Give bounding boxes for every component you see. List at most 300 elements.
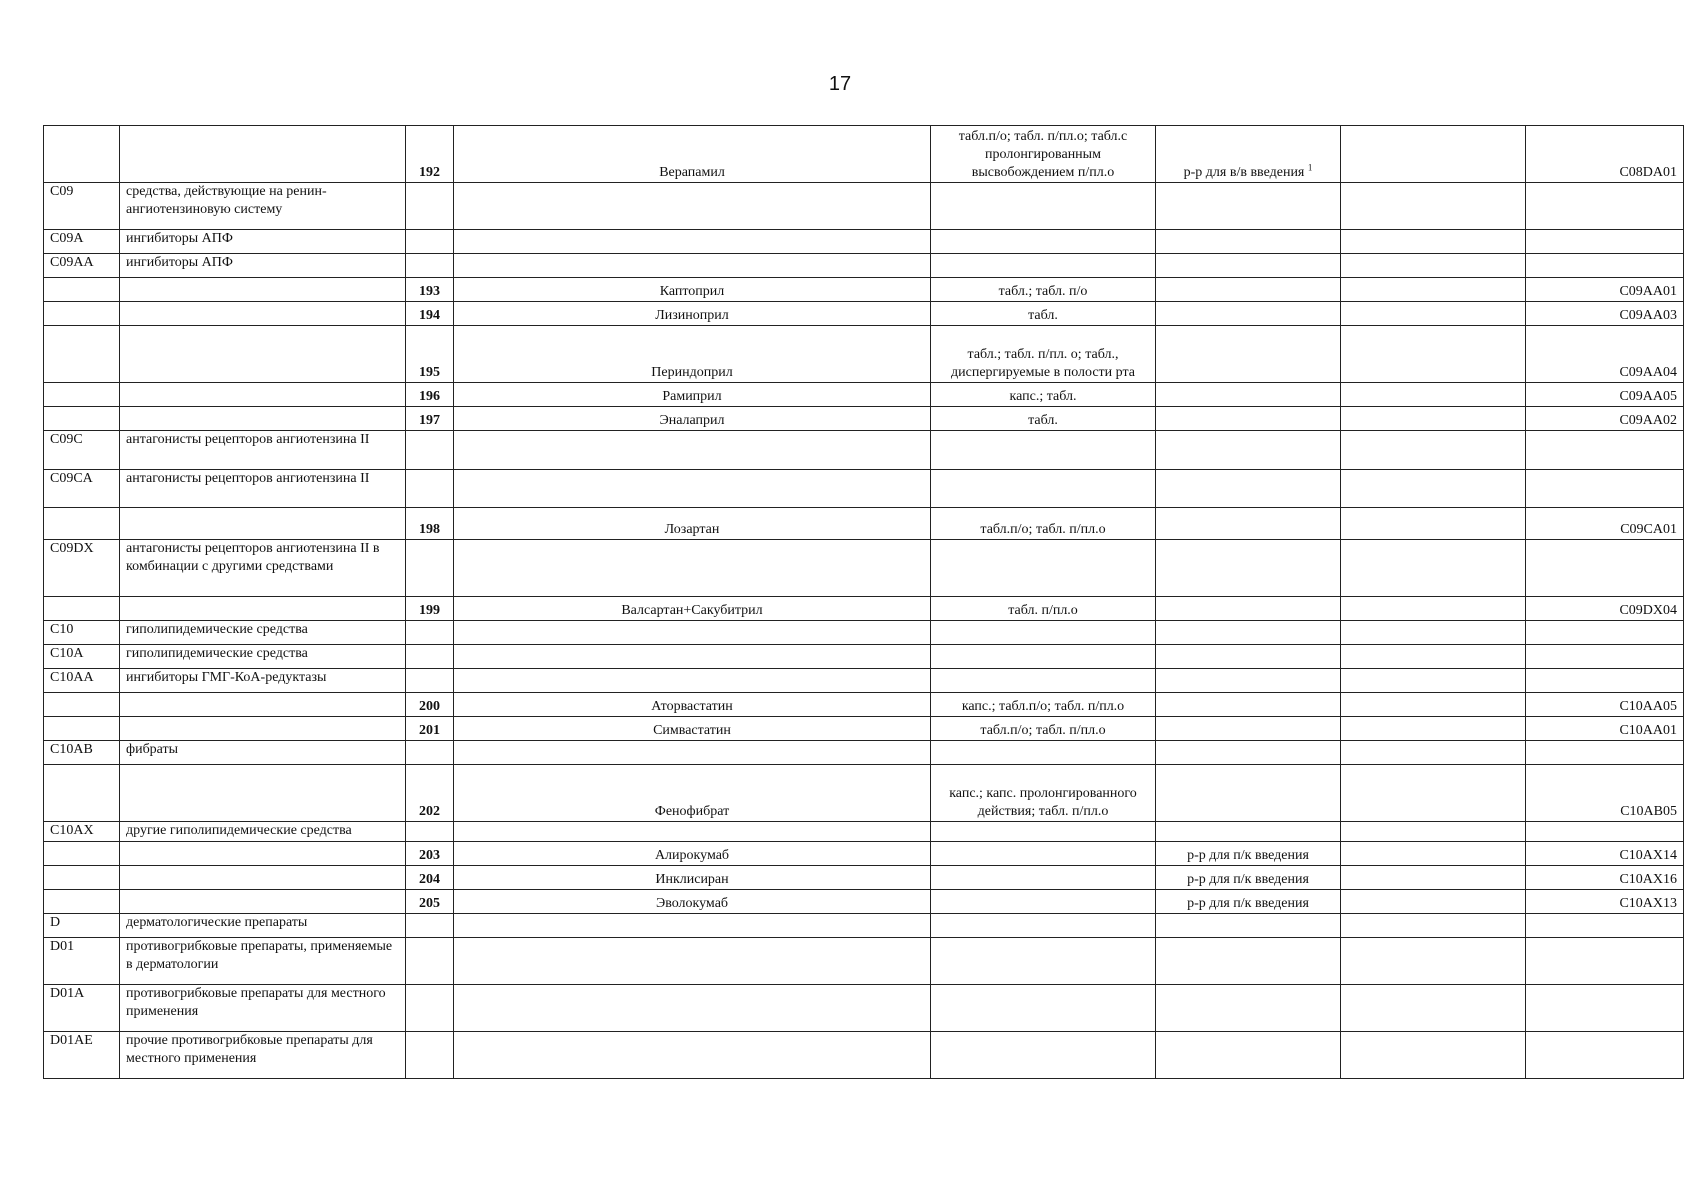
item-number-cell	[406, 597, 454, 621]
item-number-cell	[406, 822, 454, 842]
injection-form-cell	[1156, 985, 1341, 1032]
dosage-form-cell	[931, 254, 1156, 278]
dosage-form-cell	[931, 278, 1156, 302]
table-row	[44, 693, 1684, 717]
drug-code-cell	[1526, 407, 1684, 431]
table-row	[44, 842, 1684, 866]
drug-code-cell	[1526, 302, 1684, 326]
table-row	[44, 741, 1684, 765]
atc-code-text: C10A	[50, 646, 84, 661]
drug-list-table	[43, 125, 1684, 1079]
injection-form-cell	[1156, 890, 1341, 914]
atc-code-cell	[44, 540, 120, 597]
dosage-form-cell	[931, 866, 1156, 890]
dosage-form-cell	[931, 383, 1156, 407]
item-number-text: 196	[419, 389, 440, 404]
table-row	[44, 985, 1684, 1032]
group-name-cell	[120, 302, 406, 326]
item-number-text: 203	[419, 848, 440, 863]
drug-name-text: Рамиприл	[662, 389, 722, 404]
item-number-cell	[406, 693, 454, 717]
atc-code-text: C09AA	[50, 255, 94, 270]
item-number-cell	[406, 985, 454, 1032]
drug-code-text: C09AA03	[1619, 308, 1677, 323]
drug-name-cell	[454, 326, 931, 383]
empty-cell	[1341, 470, 1526, 508]
atc-code-text: C09C	[50, 432, 83, 447]
atc-code-text: D01A	[50, 986, 85, 1001]
drug-code-text: C09DX04	[1619, 603, 1677, 618]
dosage-form-cell	[931, 470, 1156, 508]
atc-code-cell	[44, 822, 120, 842]
drug-name-cell	[454, 765, 931, 822]
dosage-form-cell	[931, 914, 1156, 938]
empty-cell	[1341, 254, 1526, 278]
group-name-cell	[120, 669, 406, 693]
drug-code-cell	[1526, 914, 1684, 938]
drug-code-cell	[1526, 597, 1684, 621]
group-name-cell	[120, 508, 406, 540]
item-number-cell	[406, 126, 454, 183]
empty-cell	[1341, 326, 1526, 383]
dosage-form-cell	[931, 540, 1156, 597]
table-row	[44, 914, 1684, 938]
group-name-cell	[120, 597, 406, 621]
item-number-cell	[406, 669, 454, 693]
item-number-text: 200	[419, 699, 440, 714]
item-number-cell	[406, 254, 454, 278]
atc-code-cell	[44, 230, 120, 254]
dosage-form-cell	[931, 938, 1156, 985]
table-row	[44, 621, 1684, 645]
drug-code-cell	[1526, 985, 1684, 1032]
item-number-cell	[406, 431, 454, 470]
group-name-cell	[120, 765, 406, 822]
table-row	[44, 669, 1684, 693]
dosage-form-cell	[931, 765, 1156, 822]
atc-code-cell	[44, 866, 120, 890]
atc-code-cell	[44, 407, 120, 431]
footnote-marker: 1	[1307, 162, 1313, 173]
atc-code-cell	[44, 717, 120, 741]
table-row	[44, 326, 1684, 383]
dosage-form-text: табл.	[1028, 413, 1058, 428]
item-number-cell	[406, 645, 454, 669]
group-name-text: антагонисты рецепторов ангиотензина II в комбинации с другими средствами	[126, 541, 380, 574]
dosage-form-cell	[931, 183, 1156, 230]
group-name-cell	[120, 645, 406, 669]
dosage-form-cell	[931, 508, 1156, 540]
drug-name-cell	[454, 890, 931, 914]
injection-form-cell	[1156, 669, 1341, 693]
drug-code-text: C09AA05	[1619, 389, 1677, 404]
dosage-form-cell	[931, 407, 1156, 431]
drug-code-text: C10AB05	[1620, 804, 1677, 819]
injection-form-cell	[1156, 621, 1341, 645]
atc-code-text: C10AB	[50, 742, 93, 757]
drug-code-text: C09AA04	[1619, 365, 1677, 380]
group-name-cell	[120, 431, 406, 470]
atc-code-cell	[44, 508, 120, 540]
table-row	[44, 645, 1684, 669]
empty-cell	[1341, 278, 1526, 302]
item-number-cell	[406, 866, 454, 890]
drug-code-text: C08DA01	[1619, 165, 1677, 180]
table-row	[44, 126, 1684, 183]
drug-code-cell	[1526, 326, 1684, 383]
item-number-text: 201	[419, 723, 440, 738]
drug-code-cell	[1526, 938, 1684, 985]
atc-code-cell	[44, 383, 120, 407]
injection-form-cell	[1156, 230, 1341, 254]
group-name-cell	[120, 890, 406, 914]
drug-name-text: Инклисиран	[655, 872, 729, 887]
group-name-text: гиполипидемические средства	[126, 646, 308, 661]
item-number-cell	[406, 765, 454, 822]
atc-code-cell	[44, 1032, 120, 1079]
empty-cell	[1341, 842, 1526, 866]
table-row	[44, 540, 1684, 597]
drug-name-text: Симвастатин	[653, 723, 731, 738]
atc-code-cell	[44, 278, 120, 302]
injection-form-cell	[1156, 693, 1341, 717]
drug-code-cell	[1526, 278, 1684, 302]
drug-code-cell	[1526, 183, 1684, 230]
atc-code-cell	[44, 645, 120, 669]
dosage-form-cell	[931, 842, 1156, 866]
group-name-text: другие гиполипидемические средства	[126, 823, 352, 838]
empty-cell	[1341, 890, 1526, 914]
item-number-cell	[406, 508, 454, 540]
drug-name-cell	[454, 669, 931, 693]
drug-name-cell	[454, 540, 931, 597]
drug-name-cell	[454, 278, 931, 302]
atc-code-cell	[44, 914, 120, 938]
drug-name-cell	[454, 1032, 931, 1079]
item-number-cell	[406, 470, 454, 508]
group-name-cell	[120, 407, 406, 431]
atc-code-text: C09CA	[50, 471, 93, 486]
group-name-cell	[120, 741, 406, 765]
drug-code-cell	[1526, 890, 1684, 914]
table-row	[44, 407, 1684, 431]
item-number-cell	[406, 407, 454, 431]
injection-form-cell	[1156, 383, 1341, 407]
drug-code-cell	[1526, 254, 1684, 278]
atc-code-text: C10AA	[50, 670, 94, 685]
table-row	[44, 866, 1684, 890]
group-name-text: прочие противогрибковые препараты для местного применения	[126, 1033, 373, 1066]
item-number-cell	[406, 540, 454, 597]
injection-form-cell	[1156, 597, 1341, 621]
drug-name-cell	[454, 938, 931, 985]
item-number-cell	[406, 278, 454, 302]
group-name-cell	[120, 254, 406, 278]
table-row	[44, 597, 1684, 621]
drug-name-text: Верапамил	[659, 165, 725, 180]
table-row	[44, 890, 1684, 914]
item-number-text: 198	[419, 522, 440, 537]
item-number-text: 195	[419, 365, 440, 380]
drug-code-cell	[1526, 765, 1684, 822]
injection-form-text: р-р для п/к введения	[1187, 848, 1309, 863]
dosage-form-text: капс.; табл.п/о; табл. п/пл.о	[961, 699, 1125, 714]
injection-form-cell	[1156, 765, 1341, 822]
drug-name-cell	[454, 508, 931, 540]
injection-form-cell	[1156, 645, 1341, 669]
table-row	[44, 938, 1684, 985]
atc-code-cell	[44, 985, 120, 1032]
drug-name-cell	[454, 597, 931, 621]
dosage-form-text: табл.; табл. п/о	[998, 284, 1088, 299]
drug-code-cell	[1526, 645, 1684, 669]
drug-name-text: Валсартан+Сакубитрил	[621, 603, 763, 618]
drug-code-cell	[1526, 866, 1684, 890]
empty-cell	[1341, 866, 1526, 890]
empty-cell	[1341, 597, 1526, 621]
atc-code-cell	[44, 890, 120, 914]
table-row	[44, 470, 1684, 508]
group-name-cell	[120, 183, 406, 230]
dosage-form-cell	[931, 302, 1156, 326]
item-number-text: 192	[419, 165, 440, 180]
table-row	[44, 717, 1684, 741]
empty-cell	[1341, 383, 1526, 407]
dosage-form-cell	[931, 645, 1156, 669]
group-name-cell	[120, 866, 406, 890]
group-name-text: средства, действующие на ренин-ангиотензиновую систему	[126, 184, 327, 217]
group-name-cell	[120, 822, 406, 842]
group-name-text: антагонисты рецепторов ангиотензина II	[126, 471, 370, 486]
table-row	[44, 278, 1684, 302]
group-name-cell	[120, 1032, 406, 1079]
empty-cell	[1341, 302, 1526, 326]
drug-code-cell	[1526, 669, 1684, 693]
empty-cell	[1341, 621, 1526, 645]
atc-code-cell	[44, 842, 120, 866]
group-name-text: ингибиторы ГМГ-КоА-редуктазы	[126, 670, 327, 685]
atc-code-text: D	[50, 915, 61, 930]
atc-code-cell	[44, 302, 120, 326]
item-number-cell	[406, 717, 454, 741]
atc-code-cell	[44, 254, 120, 278]
drug-code-cell	[1526, 230, 1684, 254]
drug-code-cell	[1526, 126, 1684, 183]
empty-cell	[1341, 230, 1526, 254]
drug-code-text: C10AA01	[1619, 723, 1677, 738]
table-row	[44, 1032, 1684, 1079]
dosage-form-cell	[931, 326, 1156, 383]
empty-cell	[1341, 1032, 1526, 1079]
group-name-cell	[120, 126, 406, 183]
drug-name-cell	[454, 717, 931, 741]
drug-name-text: Каптоприл	[659, 284, 725, 299]
empty-cell	[1341, 645, 1526, 669]
injection-form-text: р-р для п/к введения	[1187, 872, 1309, 887]
empty-cell	[1341, 985, 1526, 1032]
group-name-cell	[120, 383, 406, 407]
atc-code-cell	[44, 741, 120, 765]
atc-code-cell	[44, 938, 120, 985]
item-number-cell	[406, 302, 454, 326]
injection-form-text: р-р для п/к введения	[1187, 896, 1309, 911]
item-number-cell	[406, 621, 454, 645]
dosage-form-cell	[931, 669, 1156, 693]
drug-code-cell	[1526, 540, 1684, 597]
item-number-cell	[406, 842, 454, 866]
table-row	[44, 431, 1684, 470]
drug-code-cell	[1526, 842, 1684, 866]
injection-form-cell	[1156, 431, 1341, 470]
drug-code-text: C10AX14	[1619, 848, 1677, 863]
group-name-cell	[120, 326, 406, 383]
drug-code-cell	[1526, 621, 1684, 645]
empty-cell	[1341, 822, 1526, 842]
drug-code-cell	[1526, 383, 1684, 407]
item-number-text: 202	[419, 804, 440, 819]
group-name-cell	[120, 540, 406, 597]
drug-name-cell	[454, 183, 931, 230]
dosage-form-cell	[931, 621, 1156, 645]
drug-name-text: Фенофибрат	[654, 804, 730, 819]
dosage-form-text: капс.; капс. пролонгированного действия; табл. п/пл.о	[949, 786, 1137, 819]
group-name-cell	[120, 621, 406, 645]
table-row	[44, 383, 1684, 407]
item-number-cell	[406, 914, 454, 938]
dosage-form-text: табл.п/о; табл. п/пл.о; табл.с пролонгированным высвобождением п/пл.о	[958, 129, 1128, 180]
drug-name-cell	[454, 985, 931, 1032]
injection-form-cell	[1156, 407, 1341, 431]
drug-name-cell	[454, 741, 931, 765]
dosage-form-cell	[931, 431, 1156, 470]
atc-code-cell	[44, 765, 120, 822]
group-name-cell	[120, 278, 406, 302]
group-name-text: дерматологические препараты	[126, 915, 308, 930]
drug-name-cell	[454, 914, 931, 938]
drug-name-cell	[454, 822, 931, 842]
drug-name-text: Лозартан	[664, 522, 720, 537]
drug-code-text: C09AA02	[1619, 413, 1677, 428]
item-number-text: 194	[419, 308, 440, 323]
dosage-form-cell	[931, 693, 1156, 717]
drug-code-text: C10AX13	[1619, 896, 1677, 911]
dosage-form-cell	[931, 985, 1156, 1032]
group-name-cell	[120, 693, 406, 717]
injection-form-cell	[1156, 822, 1341, 842]
group-name-text: ингибиторы АПФ	[126, 255, 233, 270]
empty-cell	[1341, 407, 1526, 431]
item-number-cell	[406, 1032, 454, 1079]
atc-code-cell	[44, 183, 120, 230]
dosage-form-cell	[931, 890, 1156, 914]
atc-code-cell	[44, 669, 120, 693]
item-number-cell	[406, 741, 454, 765]
atc-code-cell	[44, 431, 120, 470]
injection-form-cell	[1156, 470, 1341, 508]
drug-name-text: Периндоприл	[651, 365, 733, 380]
atc-code-text: D01	[50, 939, 75, 954]
injection-form-cell	[1156, 741, 1341, 765]
dosage-form-cell	[931, 741, 1156, 765]
drug-name-cell	[454, 842, 931, 866]
dosage-form-cell	[931, 230, 1156, 254]
drug-name-cell	[454, 621, 931, 645]
atc-code-cell	[44, 326, 120, 383]
empty-cell	[1341, 765, 1526, 822]
drug-code-cell	[1526, 470, 1684, 508]
drug-name-cell	[454, 302, 931, 326]
atc-code-cell	[44, 597, 120, 621]
drug-name-text: Эналаприл	[659, 413, 725, 428]
group-name-cell	[120, 914, 406, 938]
table-row	[44, 302, 1684, 326]
drug-name-text: Аторвастатин	[651, 699, 733, 714]
item-number-cell	[406, 183, 454, 230]
injection-form-cell	[1156, 717, 1341, 741]
injection-form-cell	[1156, 302, 1341, 326]
injection-form-cell	[1156, 278, 1341, 302]
dosage-form-cell	[931, 717, 1156, 741]
dosage-form-text: капс.; табл.	[1009, 389, 1077, 404]
empty-cell	[1341, 693, 1526, 717]
page-number: 17	[828, 73, 852, 95]
atc-code-text: C09DX	[50, 541, 94, 556]
group-name-cell	[120, 842, 406, 866]
group-name-cell	[120, 470, 406, 508]
drug-name-cell	[454, 407, 931, 431]
drug-code-text: C10AX16	[1619, 872, 1677, 887]
dosage-form-text: табл.п/о; табл. п/пл.о	[980, 723, 1106, 738]
drug-name-cell	[454, 866, 931, 890]
drug-code-cell	[1526, 431, 1684, 470]
injection-form-cell	[1156, 1032, 1341, 1079]
atc-code-text: C09	[50, 184, 74, 199]
drug-code-text: C09CA01	[1620, 522, 1677, 537]
table-row	[44, 822, 1684, 842]
group-name-text: противогрибковые препараты для местного применения	[126, 986, 386, 1019]
drug-name-cell	[454, 383, 931, 407]
atc-code-text: C10AX	[50, 823, 94, 838]
dosage-form-cell	[931, 126, 1156, 183]
dosage-form-cell	[931, 597, 1156, 621]
injection-form-cell	[1156, 254, 1341, 278]
group-name-text: антагонисты рецепторов ангиотензина II	[126, 432, 370, 447]
injection-form-cell	[1156, 914, 1341, 938]
drug-name-cell	[454, 254, 931, 278]
atc-code-cell	[44, 693, 120, 717]
group-name-cell	[120, 230, 406, 254]
group-name-text: ингибиторы АПФ	[126, 231, 233, 246]
item-number-text: 197	[419, 413, 440, 428]
drug-name-cell	[454, 645, 931, 669]
injection-form-cell	[1156, 126, 1341, 183]
empty-cell	[1341, 717, 1526, 741]
injection-form-cell	[1156, 842, 1341, 866]
table-row	[44, 230, 1684, 254]
injection-form-cell	[1156, 326, 1341, 383]
item-number-cell	[406, 383, 454, 407]
drug-name-cell	[454, 126, 931, 183]
group-name-text: гиполипидемические средства	[126, 622, 308, 637]
drug-name-cell	[454, 470, 931, 508]
injection-form-text: р-р для в/в введения	[1183, 165, 1305, 180]
group-name-cell	[120, 717, 406, 741]
group-name-cell	[120, 985, 406, 1032]
injection-form-cell	[1156, 866, 1341, 890]
atc-code-text: D01AE	[50, 1033, 93, 1048]
injection-form-cell	[1156, 183, 1341, 230]
dosage-form-text: табл.; табл. п/пл. о; табл., диспергируемые в полости рта	[951, 347, 1135, 380]
